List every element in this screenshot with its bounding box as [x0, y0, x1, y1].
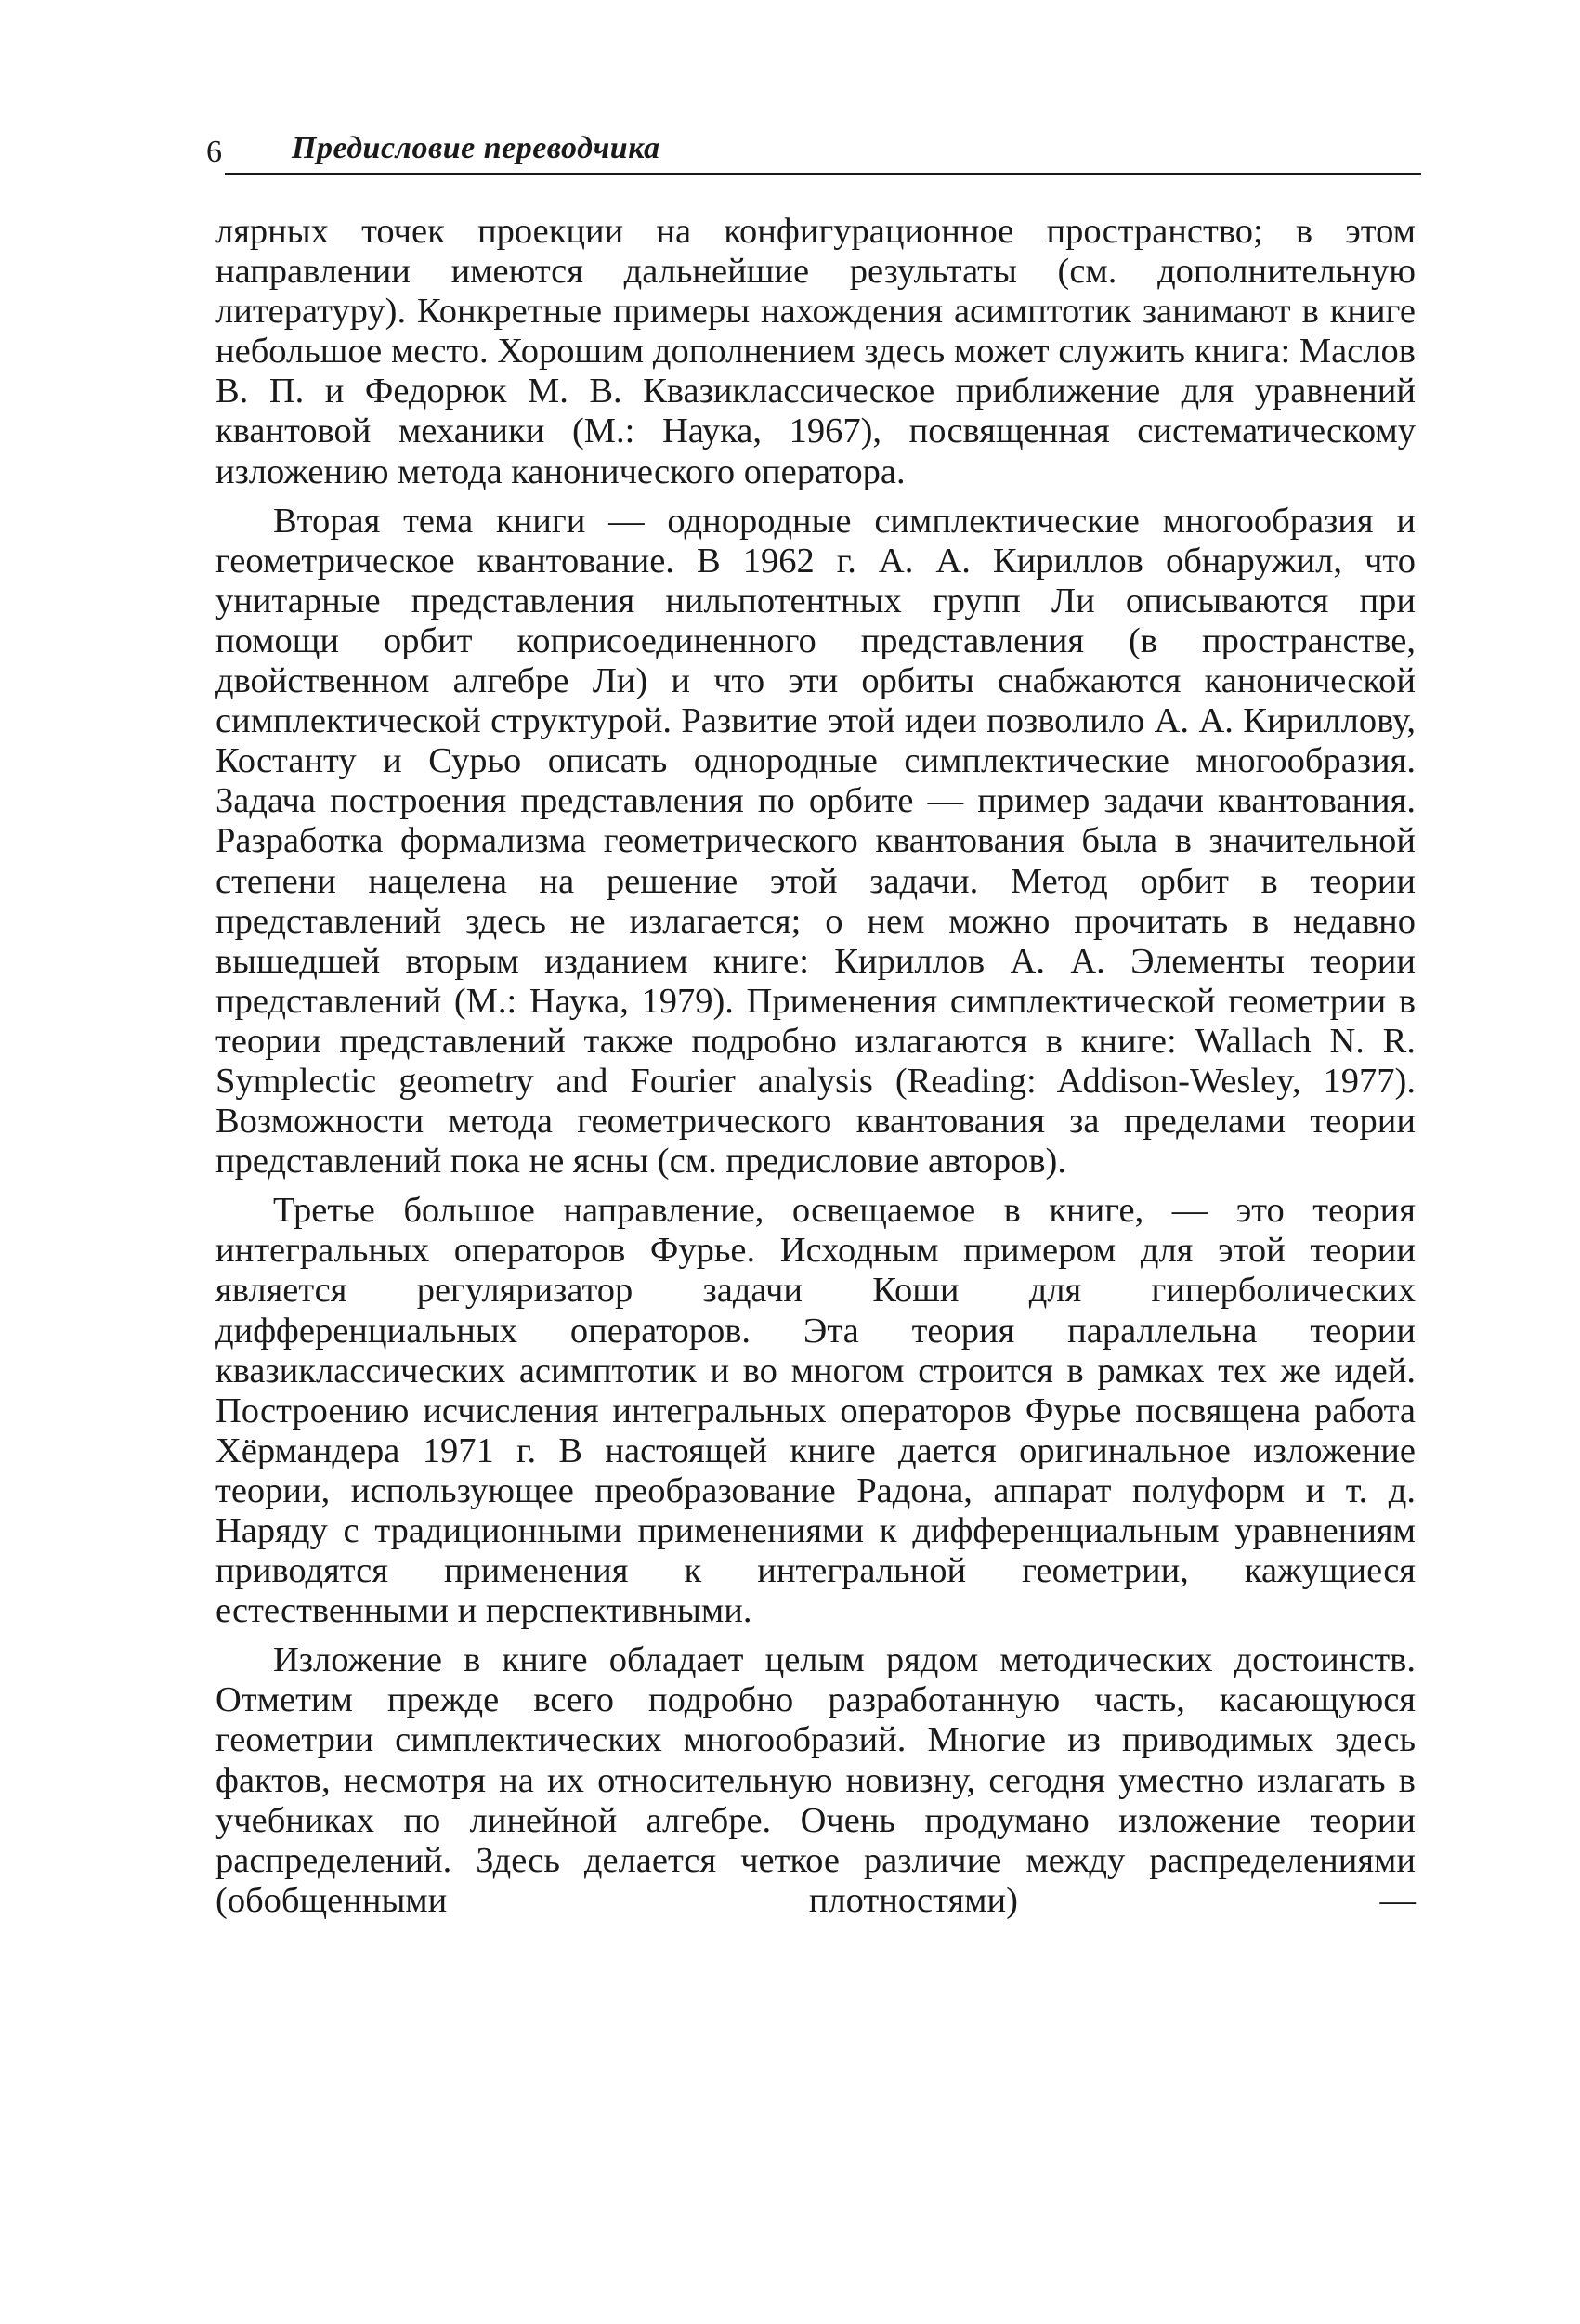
paragraph-4: Изложение в книге обладает целым рядом методических достоинств. Отметим прежде всего подробно разработанную часть, касающуюся геометрии симплектических многообразий. Многие из приводимых здесь фактов, несмотря на их относительную новизну, сегодня уместно излагать в учебниках по линейной алгебре. Очень продумано изложение теории распределений. Здесь делается четкое различие между распределениями (обобщенными плотностями) — [215, 1640, 1416, 1920]
page-number: 6 [206, 135, 222, 169]
header-rule [225, 173, 1421, 175]
paragraph-1: лярных точек проекции на конфигурационное пространство; в этом направлении имеются дальнейшие результаты (см. дополнительную литературу). Конкретные примеры нахождения асимптотик занимают в книге небольшое место. Хорошим дополнением здесь может служить книга: Маслов В. П. и Федорюк М. В. Квазиклассическое приближение для уравнений квантовой механики (М.: Наука, 1967), посвященная систематическому изложению метода канонического оператора. [215, 212, 1416, 491]
running-head [206, 130, 1421, 178]
paragraph-2: Вторая тема книги — однородные симплектические многообразия и геометрическое квантование. В 1962 г. А. А. Кириллов обнаружил, что унитарные представления нильпотентных групп Ли описываются при помощи орбит коприсоединенного представления (в пространстве, двойственном алгебре Ли) и что эти орбиты снабжаются канонической симплектической структурой. Развитие этой идеи позволило А. А. Кириллову, Костанту и Сурьо описать однородные симплектические многообразия. Задача построения представления по орбите — пример задачи квантования. Разработка формализма геометрического квантования была в значительной степени нацелена на решение этой задачи. Метод орбит в теории представлений здесь не излагается; о нем можно прочитать в недавно вышедшей вторым изданием книге: Кириллов А. А. Элементы теории представлений (М.: Наука, 1979). Применения симплектической геометрии в теории представлений также подробно излагаются в книге: Wallach N. R. Symplectic geometry and Fourier analysis (Reading: Addison-Wesley, 1977). Возможности метода геометрического квантования за пределами теории представлений пока не ясны (см. предисловие авторов). [215, 501, 1416, 1182]
running-title: Предисловие переводчика [292, 131, 660, 165]
body-text [215, 212, 1416, 1930]
paragraph-3: Третье большое направление, освещаемое в книге, — это теория интегральных операторов Фурье. Исходным примером для этой теории является регуляризатор задачи Коши для гиперболических дифференциальных операторов. Эта теория параллельна теории квазиклассических асимптотик и во многом строится в рамках тех же идей. Построению исчисления интегральных операторов Фурье посвящена работа Хёрмандера 1971 г. В настоящей книге дается оригинальное изложение теории, использующее преобразование Радона, аппарат полуформ и т. д. Наряду с традиционными применениями к дифференциальным уравнениям приводятся применения к интегральной геометрии, кажущиеся естественными и перспективными. [215, 1191, 1416, 1631]
